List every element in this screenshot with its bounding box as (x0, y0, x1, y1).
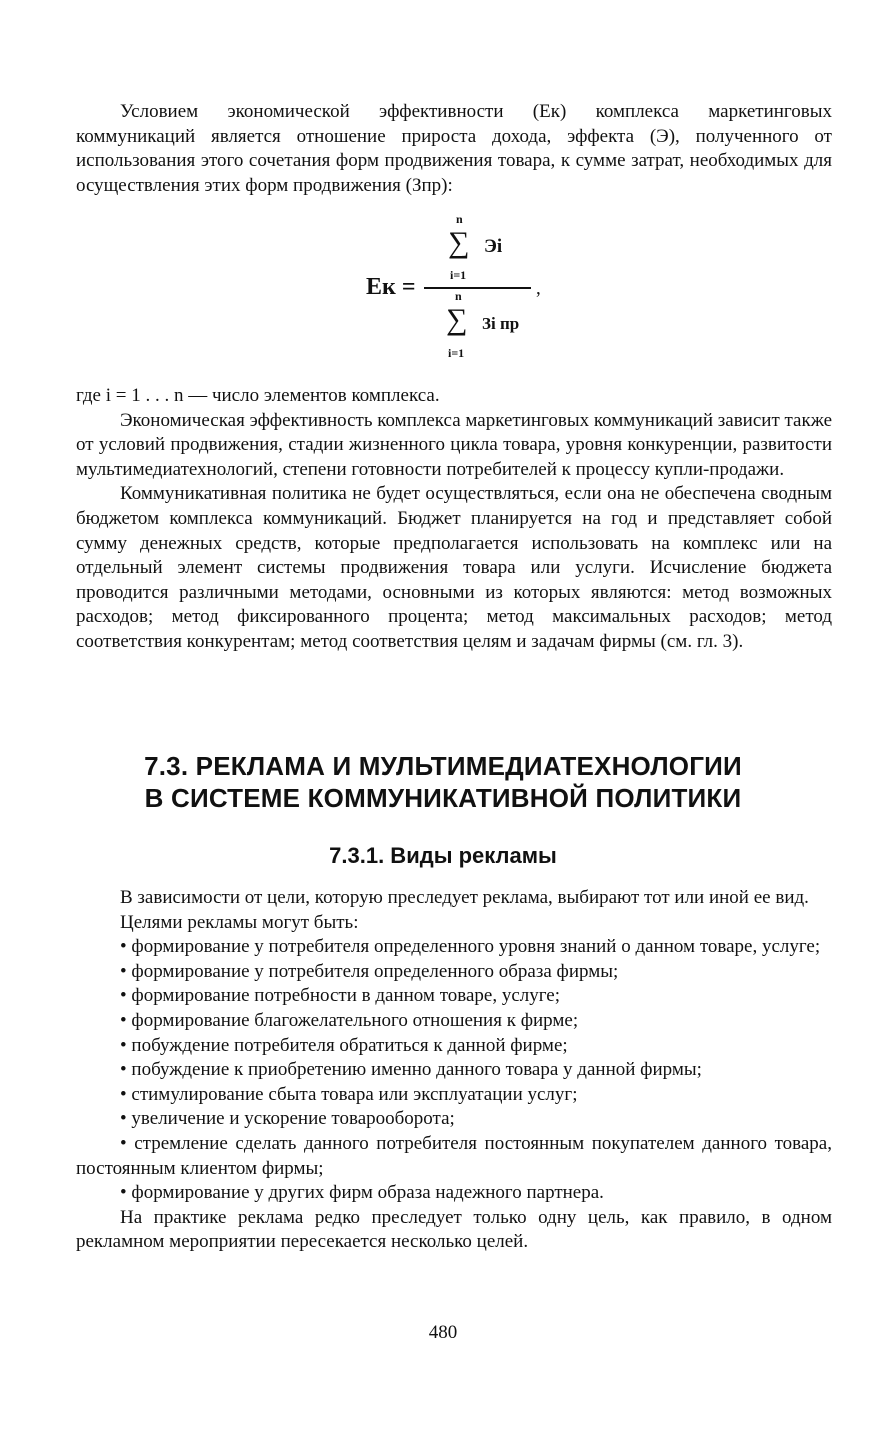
numerator-lower-limit: i=1 (450, 268, 467, 282)
advertising-goals-block (76, 886, 832, 1255)
intro-paragraph: Условием экономической эффективности (Eк) комплекса маркетинговых коммуникаций является отношение прироста дохода, эффекта (Э), полученного от использования этого сочетания форм продвижения товара, к сумме затрат, необходимых для осуществления этих форм продвижения (Зпр): (76, 101, 832, 196)
fraction-bar (424, 287, 531, 289)
list-item: • стремление сделать данного потребителя постоянным покупателем данного товара, постоянным клиентом фирмы; (76, 1132, 832, 1179)
section-title-line-2: В СИСТЕМЕ КОММУНИКАТИВНОЙ ПОЛИТИКИ (144, 783, 742, 813)
efficiency-paragraph: Экономическая эффективность комплекса маркетинговых коммуникаций зависит также от условий продвижения, стадии жизненного цикла товара, уровня конкуренции, развитости мультимедиатехнологий, степени готовности потребителей к процессу купли-продажи. (76, 409, 833, 480)
subsection-title: 7.3.1. Виды рекламы (329, 843, 557, 868)
list-item: • формирование у потребителя определенного образа фирмы; (120, 960, 619, 982)
where-line: где i = 1 . . . n — число элементов комплекса. (76, 385, 440, 406)
list-item: • формирование потребности в данном товаре, услуге; (120, 985, 561, 1007)
efficiency-formula (0, 0, 886, 380)
section-title-line-1: 7.3. РЕКЛАМА И МУЛЬТИМЕДИАТЕХНОЛОГИИ (144, 751, 742, 781)
list-item: • стимулирование сбыта товара или эксплуатации услуг; (120, 1083, 578, 1105)
list-item: • побуждение потребителя обратиться к данной фирме; (120, 1034, 568, 1056)
section-heading-block (0, 750, 886, 868)
formula-comma: , (536, 278, 541, 299)
explanation-block (76, 384, 832, 655)
list-item: • побуждение к приобретению именно данного товара у данной фирмы; (120, 1059, 702, 1081)
list-item: • увеличение и ускорение товарооборота; (120, 1108, 455, 1130)
page-number: 480 (428, 1322, 458, 1343)
denominator-sum-sign: ∑ (446, 303, 468, 336)
list-item: • формирование у других фирм образа надежного партнера. (120, 1182, 604, 1204)
budget-paragraph: Коммуникативная политика не будет осуществляться, если она не обеспечена сводным бюджетом комплекса коммуникаций. Бюджет планируется на год и представляет собой сумму денежных средств, которые предполагается использовать на комплекс или на отдельный элемент системы продвижения товара или услуги. Исчисление бюджета проводится различными методами, основными из которых являются: метод возможных расходов; метод фиксированного процента; метод максимальных расходов; метод соответствия конкурентам; метод соответствия целям и задачам фирмы (см. гл. 3). (76, 483, 832, 652)
list-item: • формирование благожелательного отношения к фирме; (120, 1009, 579, 1031)
denominator-upper-limit: n (455, 289, 462, 303)
goals-lead: Целями рекламы могут быть: (120, 911, 359, 933)
list-item: • формирование у потребителя определенного уровня знаний о данном товаре, услуге; (120, 936, 821, 958)
denominator-lower-limit: i=1 (448, 346, 465, 360)
denominator-term: Зi пр (482, 314, 520, 333)
formula-lhs: Eк = (366, 274, 416, 300)
numerator-sum-sign: ∑ (448, 226, 470, 259)
closing-paragraph: На практике реклама редко преследует только одну цель, как правило, в одном рекламном мероприятии пересекается несколько целей. (76, 1206, 832, 1253)
goals-intro-paragraph: В зависимости от цели, которую преследует реклама, выбирают тот или иной ее вид. (120, 887, 809, 908)
numerator-term: Эi (484, 236, 503, 257)
numerator-upper-limit: n (456, 212, 463, 226)
